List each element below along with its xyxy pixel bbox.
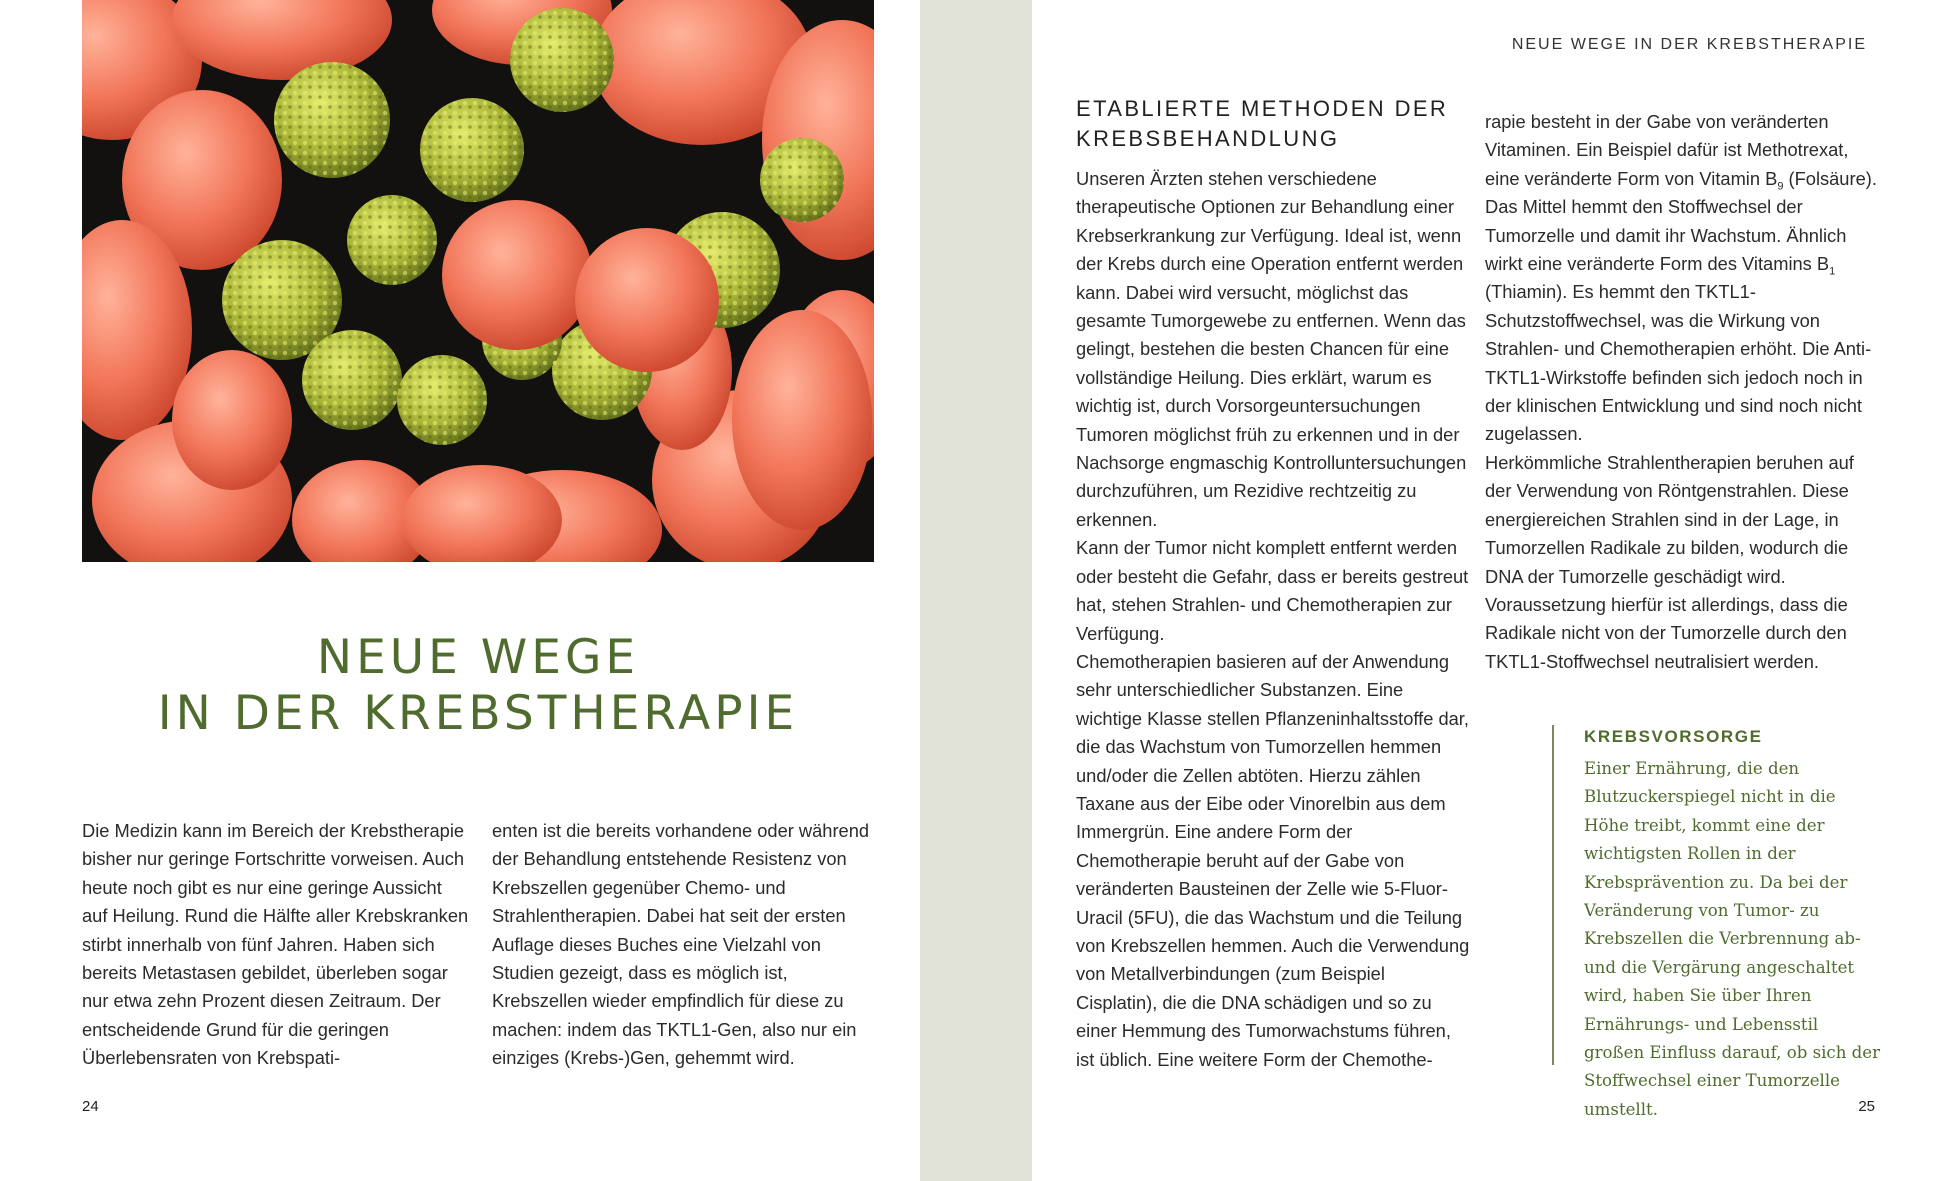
body-paragraph: Kann der Tumor nicht komplett entfernt werden oder besteht die Gefahr, dass er bereits gestreut hat, stehen Strahlen- und Chemotherapien zur Verfügung. (1076, 537, 1469, 644)
running-head: NEUE WEGE IN DER KREBSTHERAPIE (1511, 36, 1867, 53)
body-paragraph (1485, 108, 1880, 449)
body-paragraph: Unseren Ärzten stehen verschiedene therapeutische Optionen zur Behandlung einer Krebserkrankung zur Verfügung. Ideal ist, wenn der Krebs durch eine Operation entfernt werden kann. Dabei wird versucht, möglichst das gesamte Tumorgewebe zu entfernen. Wenn das gelingt, bestehen die besten Chancen für eine vollständige Heilung. Dies erklärt, warum es wichtig ist, durch Vorsorgeuntersuchungen Tumoren möglichst früh zu erkennen und in der Nachsorge engmaschig Kontrolluntersuchungen durchzuführen, um Rezidive rechtzeitig zu erkennen. (1076, 168, 1467, 530)
subscript: 1 (1829, 265, 1836, 278)
subscript: 9 (1777, 180, 1784, 193)
body-paragraph: enten ist die bereits vorhandene oder während der Behandlung entstehende Resistenz von Krebszellen gegenüber Chemo- und Strahlentherapien. Dabei hat seit der ersten Auflage dieses Buches eine Vielzahl von Studien gezeigt, dass es möglich ist, Krebszellen wieder empfindlich für diese zu machen: indem das TKTL1-Gen, also nur ein einziges (Krebs-)Gen, gehemmt wird. (492, 820, 870, 1069)
body-paragraph: Die Medizin kann im Bereich der Krebstherapie bisher nur geringe Fortschritte vorweisen. Auch heute noch gibt es nur eine geringe Aussicht auf Heilung. Rund die Hälfte aller Krebskranken stirbt innerhalb von fünf Jahren. Haben sich bereits Metastasen gebildet, überleben sogar nur etwa zehn Prozent diesen Zeitraum. Der entscheidende Grund für die geringen Überlebensraten von Krebspati- (82, 820, 469, 1069)
gutter-strip (920, 0, 1032, 1181)
right-column-2 (1485, 108, 1880, 676)
blood-cells-micrograph (82, 0, 874, 562)
text-run: (Folsäure). Das Mittel hemmt den Stoffwechsel der Tumorzelle und damit ihr Wachstum. Ähnlich wirkt eine veränderte Form des Vitamins B (1485, 167, 1877, 275)
section-heading (1076, 94, 1476, 154)
chapter-title-line2: IN DER KREBSTHERAPIE (157, 686, 799, 741)
section-heading-line2: KREBSBEHANDLUNG (1076, 126, 1340, 151)
sidebar-title: KREBSVORSORGE (1584, 727, 1763, 746)
page-number-right: 25 (1858, 1098, 1875, 1115)
chapter-title-line1: NEUE WEGE (316, 630, 640, 685)
text-run: rapie besteht in der Gabe von veränderten Vitaminen. Ein Beispiel dafür ist Methotrexat, eine veränderte Form von Vitamin B (1485, 111, 1849, 189)
section-heading-line1: ETABLIERTE METHODEN DER (1076, 96, 1449, 121)
sidebar-text: Einer Ernährung, die den Blutzuckerspiegel nicht in die Höhe treibt, kommt eine der wichtigsten Rollen in der Krebsprävention zu. Da bei der Veränderung von Tumor- zu Krebszellen die Verbrennung ab- und die Vergärung angeschaltet wird, haben Sie über Ihren Ernährungs- und Lebensstil großen Einfluss darauf, ob sich der Stoffwechsel einer Tumorzelle umstellt. (1584, 759, 1881, 1119)
left-page (0, 0, 920, 1181)
body-paragraph: Chemotherapien basieren auf der Anwendung sehr unterschiedlicher Substanzen. Eine wichtige Klasse stellen Pflanzeninhaltsstoffe dar, die das Wachstum von Tumorzellen hemmen und/oder die Zellen abtöten. Hierzu zählen Taxane aus der Eibe oder Vinorelbin aus dem Immergrün. Eine andere Form der Chemotherapie beruht auf der Gabe von veränderten Bausteinen der Zelle wie 5-Fluor-Uracil (5FU), die das Wachstum und die Teilung von Krebszellen hemmen. Auch die Verwendung von Metallverbindungen (zum Beispiel Cisplatin), die die DNA schädigen und so zu einer Hemmung des Tumorwachstums führen, ist üblich. Eine weitere Form der Chemothe- (1076, 650, 1470, 1070)
left-column-2 (492, 817, 882, 1073)
left-column-1 (82, 817, 472, 1073)
chapter-title (82, 630, 874, 742)
text-run: (Thiamin). Es hemmt den TKTL1-Schutzstoffwechsel, was die Wirkung von Strahlen- und Chemotherapien erhöht. Die Anti-TKTL1-Wirkstoffe befinden sich jedoch noch in der klinischen Entwicklung und sind noch nicht zugelassen. (1485, 281, 1872, 445)
right-column-1 (1076, 165, 1471, 1074)
page-number-left: 24 (82, 1098, 99, 1115)
body-paragraph: Herkömmliche Strahlentherapien beruhen auf der Verwendung von Röntgenstrahlen. Diese energiereichen Strahlen sind in der Lage, in Tumorzellen Radikale zu bilden, wodurch die DNA der Tumorzelle geschädigt wird. Voraussetzung hierfür ist allerdings, dass die Radikale nicht von der Tumorzelle durch den TKTL1-Stoffwechsel neutralisiert werden. (1485, 451, 1854, 672)
